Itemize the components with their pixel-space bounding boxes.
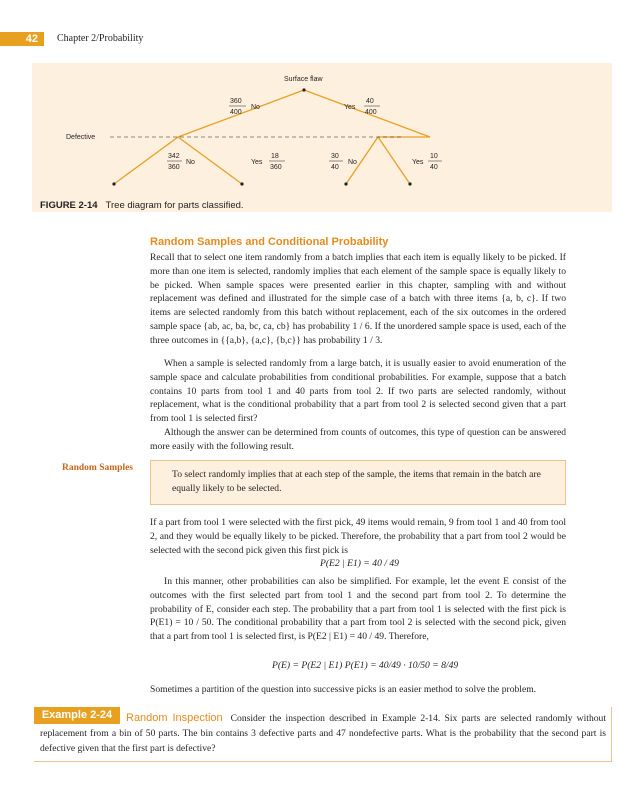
definition-text: To select randomly implies that at each step of the sample, the items that remain in the batch are equally likely to be selected.: [172, 469, 541, 494]
equation-2: P(E) = P(E2 | E1) P(E1) = 40/49 · 10/50 = 8/49: [272, 660, 459, 671]
branch-label: Yes: [412, 159, 424, 166]
frac-num: 342: [168, 153, 180, 160]
frac-den: 400: [365, 109, 377, 116]
frac-num: 40: [366, 98, 374, 105]
frac-den: 360: [270, 164, 282, 171]
leaf-node: [240, 182, 243, 185]
page-number: 42: [0, 32, 44, 46]
paragraph-4: If a part from tool 1 were selected with the first pick, 49 items would remain, 9 from tool 1 and 40 from tool 2, and they would be equally likely to be picked. Therefore, the probability that a part from tool 2 would be selected with the second pick given this first pick is: [150, 517, 566, 556]
paragraph-1: Recall that to select one item randomly from a batch implies that each item is equally likely to be picked. If more than one item is selected, randomly implies that each element of the sample space is equally likely to be picked. When sample spaces were presented earlier in this chapter, sampling with and without replacement was defined and illustrated for the simple case of a batch with three items {a, b, c}. If two items are selected randomly from this batch without replacement, each of the six outcomes in the ordered sample space {ab, ac, ba, bc, ca, cb} has probability 1 / 6. If the unordered sample space is used, each of the three outcomes in {{a,b}, {a,c}, {b,c}} has probability 1 / 3.: [150, 252, 566, 346]
frac-num: 30: [331, 153, 339, 160]
frac-num: 360: [230, 98, 242, 105]
frac-num: 10: [430, 153, 438, 160]
paragraph-3: Although the answer can be determined from counts of outcomes, this type of question can be answered more easily with the following result.: [150, 427, 566, 452]
leaf-node: [112, 182, 115, 185]
branch-label: No: [251, 104, 260, 111]
example-label: Example 2-24: [34, 707, 120, 724]
example-border-right: [611, 707, 612, 762]
frac-den: 400: [230, 109, 242, 116]
root-label: Surface flaw: [284, 76, 323, 83]
figure-label: FIGURE 2-14: [40, 200, 98, 211]
equation-1: P(E2 | E1) = 40 / 49: [320, 558, 399, 569]
figure-caption-text: Tree diagram for parts classified.: [105, 200, 244, 211]
paragraph-6: Sometimes a partition of the question into successive picks is an easier method to solve the problem.: [150, 684, 537, 695]
section-title: Random Samples and Conditional Probability: [150, 236, 389, 248]
margin-note: Random Samples: [62, 463, 133, 473]
branch-label: No: [348, 159, 357, 166]
leaf-node: [344, 182, 347, 185]
defective-label: Defective: [66, 134, 96, 141]
running-head: Chapter 2/Probability: [57, 33, 144, 44]
branch-label: Yes: [344, 104, 356, 111]
branch-left-no: [114, 137, 178, 184]
frac-num: 18: [271, 153, 279, 160]
branch-label: Yes: [251, 159, 263, 166]
example-body: [40, 711, 606, 756]
tree-diagram: [32, 63, 612, 212]
root-node: [302, 88, 305, 91]
example-text: Consider the inspection described in Example 2-14. Six parts are selected randomly without replacement from a bin of 50 parts. The bin contains 3 defective parts and 47 nondefective parts. What is the probability that the second part is defective given that the first part is defective?: [40, 713, 606, 754]
leaf-node: [408, 182, 411, 185]
example-border-bottom: [34, 761, 612, 762]
figure-caption: [40, 200, 244, 211]
paragraph-5: In this manner, other probabilities can also be simplified. For example, let the event E consist of the outcomes with the first selected part from tool 1 and the second part from tool 2. To determine the probability of E, consider each step. The probability that a part from tool 1 is selected with the first pick is P(E1) = 10 / 50. The conditional probability that a part from tool 2 is selected with the second pick, given that a part from tool 1 is selected first, is P(E2 | E1) = 40 / 49. Therefore,: [150, 576, 566, 643]
frac-den: 40: [430, 164, 438, 171]
frac-den: 40: [331, 164, 339, 171]
branch-right-yes: [378, 137, 410, 184]
frac-den: 360: [168, 164, 180, 171]
paragraph-2: When a sample is selected randomly from a large batch, it is usually easier to avoid enumeration of the sample space and calculate probabilities from conditional probabilities. For example, suppose that a batch contains 10 parts from tool 1 and 40 parts from tool 2. If two parts are selected randomly, without replacement, what is the conditional probability that a part from tool 2 is selected second given that a part from tool 1 is selected first?: [150, 358, 566, 425]
branch-label: No: [186, 159, 195, 166]
example-title: Random Inspection: [126, 712, 223, 724]
